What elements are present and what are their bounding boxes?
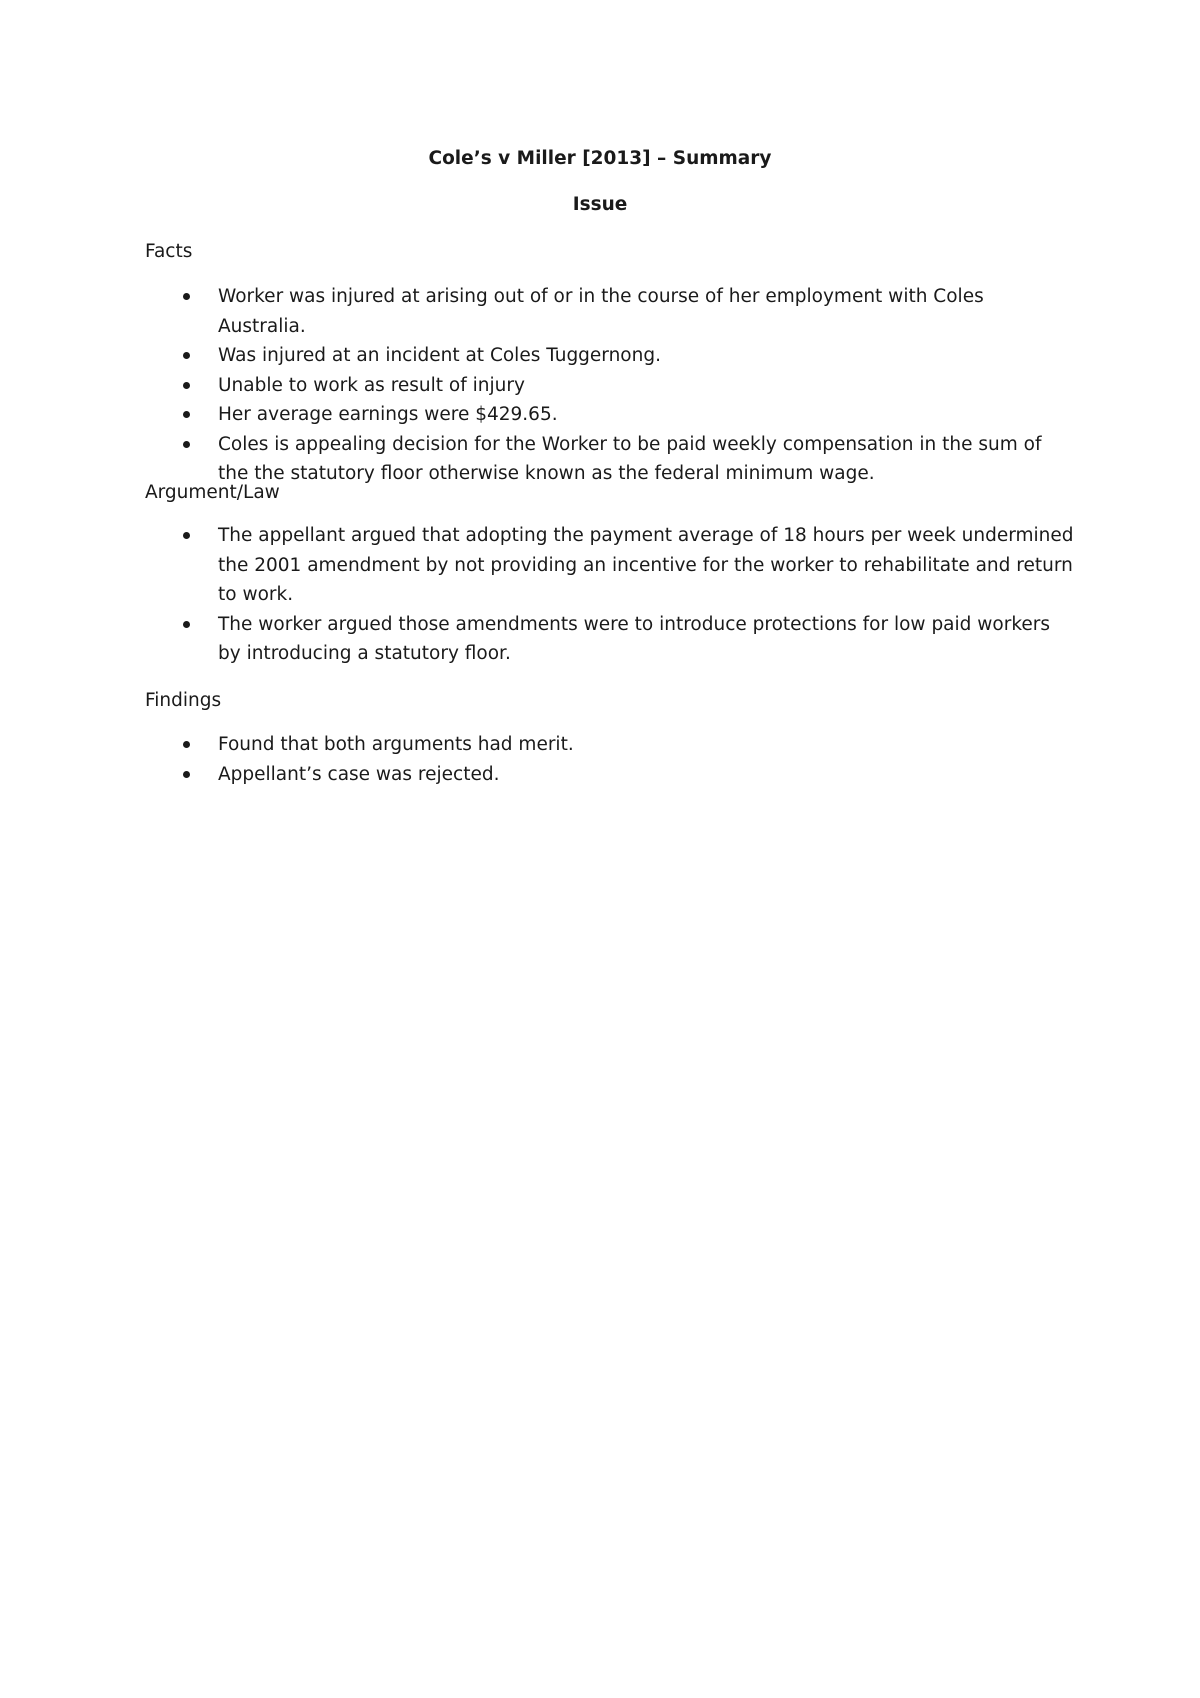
argument-list: [145, 521, 1075, 669]
list-item-text: The worker argued those amendments were to introduce protections for low paid workers by introducing a statutory floor.: [218, 613, 1051, 664]
list-item: [145, 430, 1075, 489]
list-item-text: Coles is appealing decision for the Worker to be paid weekly compensation in the sum of the the statutory floor otherwise known as the federal minimum wage.: [218, 433, 1042, 484]
bullet-icon: [183, 411, 190, 418]
section-heading-facts: Facts: [145, 241, 193, 262]
list-item-text: Her average earnings were $429.65.: [218, 404, 558, 425]
list-item-text: The appellant argued that adopting the payment average of 18 hours per week undermined the 2001 amendment by not providing an incentive for the worker to rehabilitate and return to work.: [218, 525, 1074, 605]
list-item: [145, 760, 1075, 790]
list-item-text: Unable to work as result of injury: [218, 374, 525, 396]
bullet-icon: [183, 771, 190, 778]
bullet-icon: [183, 293, 190, 300]
bullet-icon: [183, 441, 190, 448]
list-item: [145, 400, 1075, 430]
section-heading-findings: Findings: [145, 690, 222, 711]
bullet-icon: [183, 352, 190, 359]
list-item: [145, 610, 1075, 669]
bullet-icon: [183, 741, 190, 748]
findings-list: [145, 730, 1075, 789]
section-heading-argument: Argument/Law: [145, 482, 280, 503]
bullet-icon: [183, 532, 190, 539]
list-item: [145, 282, 1075, 341]
facts-list: [145, 282, 1075, 489]
list-item: [145, 521, 1075, 610]
bullet-icon: [183, 382, 190, 389]
bullet-icon: [183, 621, 190, 628]
list-item-text: Found that both arguments had merit.: [218, 734, 574, 755]
list-item-text: Worker was injured at arising out of or in the course of her employment with Coles Australia.: [218, 286, 984, 337]
list-item-text: Appellant’s case was rejected.: [218, 763, 500, 785]
list-item: [145, 371, 1075, 401]
document-subtitle: Issue: [572, 194, 628, 215]
document-title: Cole’s v Miller [2013] – Summary: [428, 148, 772, 169]
list-item: [145, 341, 1075, 371]
list-item-text: Was injured at an incident at Coles Tuggernong.: [218, 345, 661, 366]
list-item: [145, 730, 1075, 760]
